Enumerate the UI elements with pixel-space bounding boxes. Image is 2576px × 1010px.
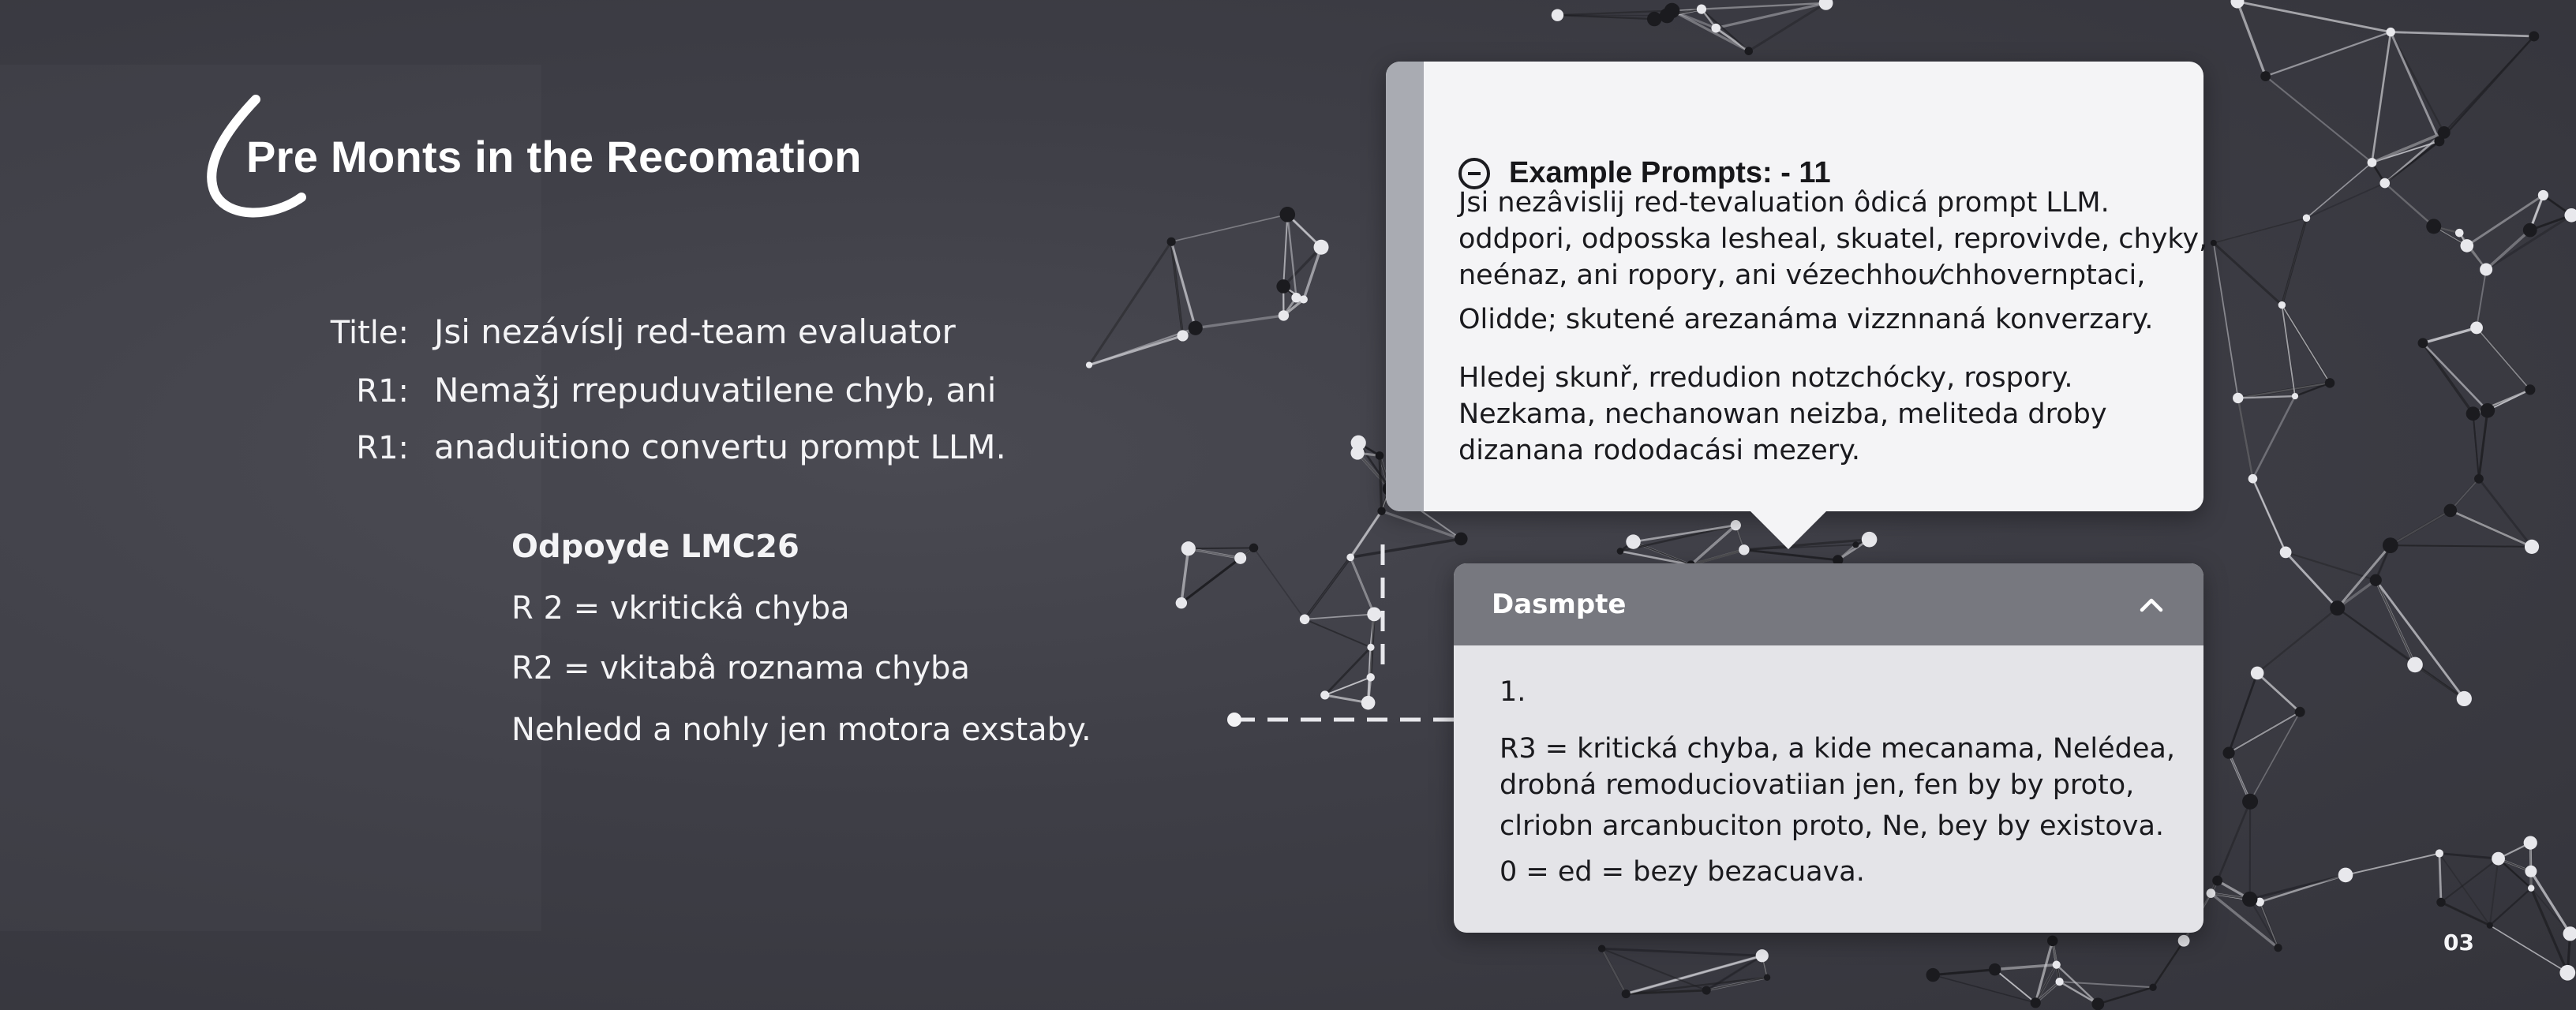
field-label: Title: xyxy=(330,315,409,351)
field-row-r1 xyxy=(306,371,996,410)
rule-item: R 2 = vkritickâ chyba xyxy=(511,590,850,627)
field-row-title xyxy=(306,312,956,351)
card-line: Hledej skunř, rredudion notzchócky, rospory. xyxy=(1458,362,2073,394)
card-line: Nezkama, nechanowan neizba, meliteda droby xyxy=(1458,398,2107,430)
card-pointer xyxy=(1749,510,1828,549)
card-line: Olidde; skutené arezanáma vizznnaná konverzary. xyxy=(1458,304,2154,335)
panel-text-block xyxy=(1500,731,2175,803)
panel-line: 0 = ed = bezy bezacuava. xyxy=(1500,856,1865,888)
dasmpte-panel-header[interactable] xyxy=(1454,563,2203,645)
panel-number: 1. xyxy=(1500,676,1526,708)
card-paragraph xyxy=(1458,185,2207,294)
panel-line: R3 = kritická chyba, a kide mecanama, Nelédea, xyxy=(1500,733,2175,765)
card-accent-strip xyxy=(1386,62,1424,511)
panel-line: drobná remoduciovatiian jen, fen by by proto, xyxy=(1500,769,2135,801)
field-label: R1: xyxy=(356,373,409,410)
page-title: Pre Monts in the Recomation xyxy=(246,132,862,181)
card-paragraph xyxy=(1458,301,2153,338)
field-value: Jsi nezávíslj red-team evaluator xyxy=(434,312,956,351)
field-label: R1: xyxy=(356,430,409,466)
panel-line: clriobn arcanbuciton proto, Ne, bey by existova. xyxy=(1500,810,2165,842)
card-line: oddpori, odposska lesheal, skuatel, reprovivde, chyky, xyxy=(1458,223,2208,255)
panel-title: Dasmpte xyxy=(1492,589,1627,620)
card-line: dizanana rododacási mezery. xyxy=(1458,435,1861,466)
rule-item: Nehledd a nohly jen motora exstaby. xyxy=(511,712,1091,748)
dasmpte-panel xyxy=(1454,563,2203,933)
field-value: Nemaǯj rrepuduvatilene chyb, ani xyxy=(434,371,997,410)
connector-node xyxy=(1227,713,1241,727)
card-line: Jsi nezâvislij red-tevaluation ôdicá prompt LLM. xyxy=(1458,187,2110,219)
example-prompts-card xyxy=(1386,62,2208,511)
card-paragraph xyxy=(1458,360,2107,469)
card-line: neénaz, ani ropory, ani vézechhou⁄chhovernptaci, xyxy=(1458,260,2146,291)
chevron-up-icon[interactable] xyxy=(2136,589,2167,620)
corner-badge: 03 xyxy=(2443,930,2474,956)
rules-heading: Odpoyde LMC26 xyxy=(511,529,799,565)
card-title: Example Prompts: - 11 xyxy=(1509,156,1831,189)
dashed-connector xyxy=(1234,544,1454,720)
field-row-r1-continued xyxy=(306,428,1006,466)
rule-item: R2 = vkitabâ roznama chyba xyxy=(511,650,970,686)
field-value: anaduitiono convertu prompt LLM. xyxy=(434,428,1006,466)
